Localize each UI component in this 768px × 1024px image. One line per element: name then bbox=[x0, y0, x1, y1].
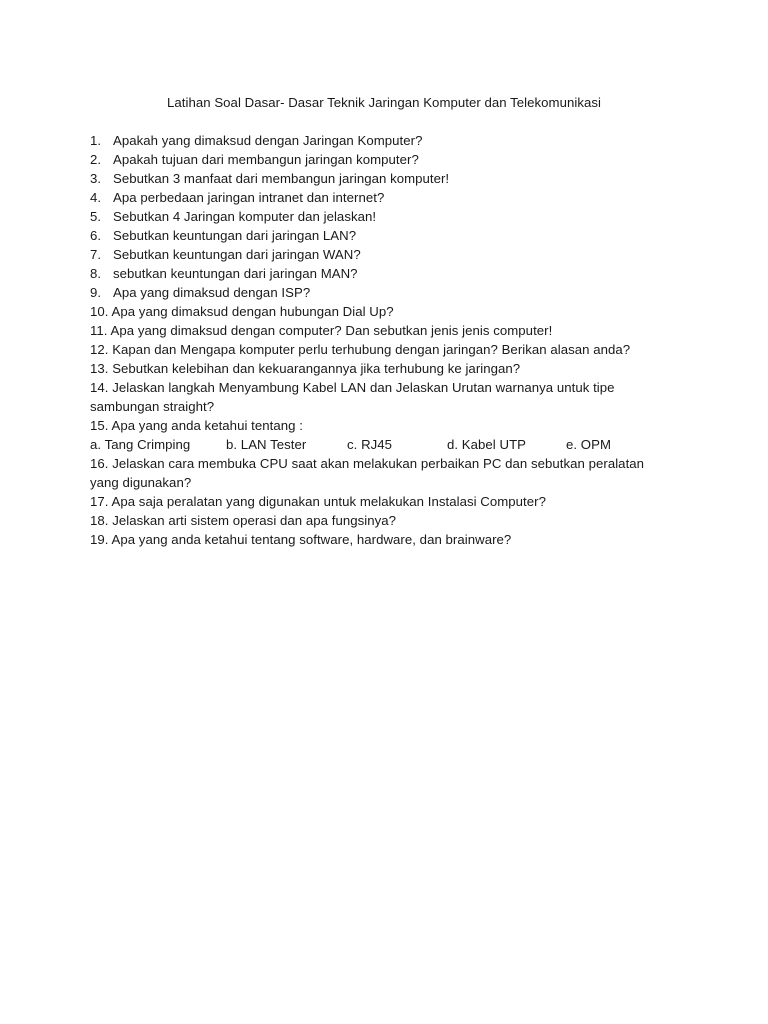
question-text: sebutkan keuntungan dari jaringan MAN? bbox=[113, 266, 358, 281]
question-item bbox=[90, 207, 670, 226]
question-text: Apa yang dimaksud dengan ISP? bbox=[113, 285, 311, 300]
question-text: Sebutkan keuntungan dari jaringan LAN? bbox=[113, 228, 357, 243]
question-item: 14. Jelaskan langkah Menyambung Kabel LAN dan Jelaskan Urutan warnanya untuk tipe sambungan straight? bbox=[90, 380, 615, 414]
document-title: Latihan Soal Dasar- Dasar Teknik Jaringan Komputer dan Telekomunikasi bbox=[167, 95, 601, 110]
option-item: c. RJ45 bbox=[347, 437, 393, 452]
question-number: 9. bbox=[90, 285, 102, 300]
question-item: 13. Sebutkan kelebihan dan kekuarangannya jika terhubung ke jaringan? bbox=[90, 361, 521, 376]
question-text: Sebutkan 3 manfaat dari membangun jaringan komputer! bbox=[113, 171, 450, 186]
question-item bbox=[90, 226, 670, 245]
question-item bbox=[90, 264, 670, 283]
question-item: 15. Apa yang anda ketahui tentang : bbox=[90, 418, 303, 433]
question-item bbox=[90, 150, 670, 169]
question-item bbox=[90, 169, 670, 188]
question-item: 12. Kapan dan Mengapa komputer perlu terhubung dengan jaringan? Berikan alasan anda? bbox=[90, 342, 631, 357]
question-item: 17. Apa saja peralatan yang digunakan untuk melakukan Instalasi Computer? bbox=[90, 494, 546, 509]
question-list bbox=[90, 131, 670, 549]
question-item: 16. Jelaskan cara membuka CPU saat akan melakukan perbaikan PC dan sebutkan peralatan yang digunakan? bbox=[90, 456, 645, 490]
question-number: 3. bbox=[90, 171, 102, 186]
question-number: 6. bbox=[90, 228, 102, 243]
question-15-options bbox=[90, 435, 670, 454]
option-item: d. Kabel UTP bbox=[447, 437, 527, 452]
option-item: e. OPM bbox=[566, 437, 612, 452]
option-item: a. Tang Crimping bbox=[90, 437, 191, 452]
question-number: 5. bbox=[90, 209, 102, 224]
question-item bbox=[90, 283, 670, 302]
question-item: 19. Apa yang anda ketahui tentang software, hardware, dan brainware? bbox=[90, 532, 512, 547]
question-item bbox=[90, 131, 670, 150]
question-text: Apa perbedaan jaringan intranet dan internet? bbox=[113, 190, 385, 205]
question-item: 10. Apa yang dimaksud dengan hubungan Dial Up? bbox=[90, 304, 394, 319]
question-text: Sebutkan keuntungan dari jaringan WAN? bbox=[113, 247, 361, 262]
question-number: 7. bbox=[90, 247, 102, 262]
question-number: 4. bbox=[90, 190, 102, 205]
question-number: 2. bbox=[90, 152, 102, 167]
question-item bbox=[90, 188, 670, 207]
question-number: 1. bbox=[90, 133, 102, 148]
question-text: Apakah tujuan dari membangun jaringan komputer? bbox=[113, 152, 419, 167]
question-text: Sebutkan 4 Jaringan komputer dan jelaskan! bbox=[113, 209, 377, 224]
question-item: 11. Apa yang dimaksud dengan computer? Dan sebutkan jenis jenis computer! bbox=[90, 323, 553, 338]
option-item: b. LAN Tester bbox=[226, 437, 307, 452]
question-item bbox=[90, 245, 670, 264]
question-text: Apakah yang dimaksud dengan Jaringan Komputer? bbox=[113, 133, 423, 148]
question-item: 18. Jelaskan arti sistem operasi dan apa fungsinya? bbox=[90, 513, 397, 528]
question-number: 8. bbox=[90, 266, 102, 281]
